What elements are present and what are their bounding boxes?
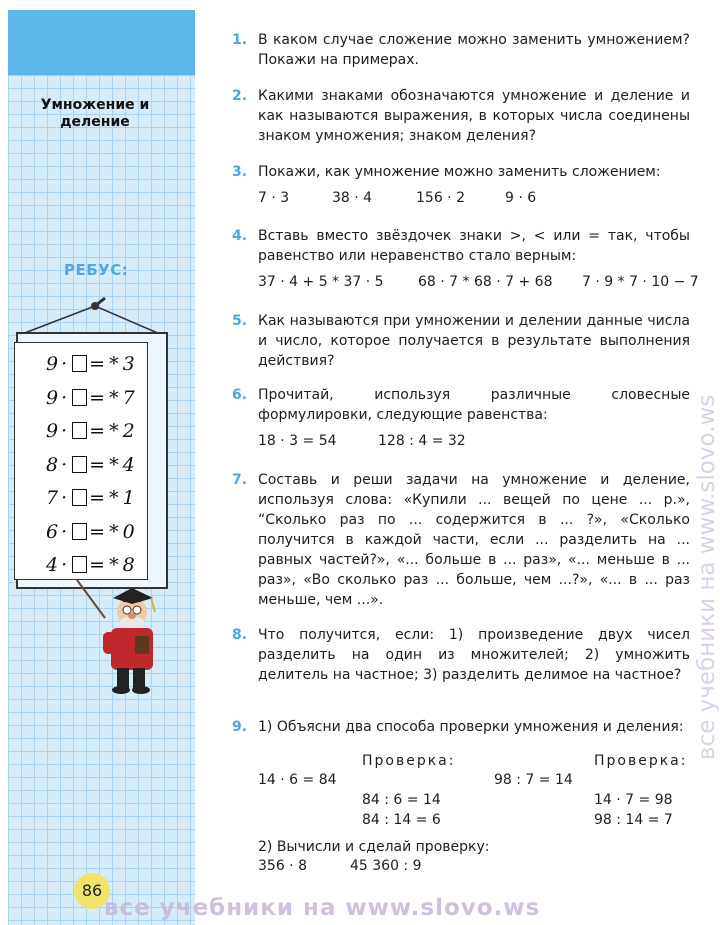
q4-expr: 68 · 7 * 68 · 7 + 68	[418, 274, 553, 290]
rebus-row	[46, 521, 135, 543]
rebus-star: *	[109, 487, 119, 509]
watermark: все учебники на www.slovo.ws	[104, 895, 541, 921]
rebus-star: *	[109, 353, 119, 375]
rebus-eq: =	[89, 386, 106, 409]
q9-right-check: 98 : 14 = 7	[594, 812, 673, 828]
rebus-op: ·	[61, 487, 68, 509]
rebus-digit: 9	[46, 386, 59, 409]
rebus-digit: 1	[122, 487, 135, 509]
question-8	[232, 625, 690, 685]
rebus-box[interactable]	[72, 389, 87, 406]
rebus-row	[46, 454, 135, 476]
rebus-box[interactable]	[72, 355, 87, 372]
question-1	[232, 30, 690, 70]
rebus-op: ·	[61, 420, 68, 442]
rebus-row	[46, 420, 135, 442]
q4-expr: 37 · 4 + 5 * 37 · 5	[258, 274, 384, 290]
rebus-star: *	[109, 520, 119, 543]
q9-right-check: 14 · 7 = 98	[594, 792, 673, 808]
q9-part2: 2) Вычисли и сделай проверку:	[258, 839, 490, 855]
question-number: 3.	[232, 164, 248, 180]
question-number: 5.	[232, 313, 248, 329]
page-number: 86	[74, 873, 110, 909]
q9-part2-expr: 356 · 8	[258, 858, 307, 874]
question-text: Вставь вместо звёздочек знаки >, < или = так, чтобы равенство или неравенство стало верным:	[258, 228, 690, 264]
rebus-digit: 2	[122, 420, 135, 442]
rebus-digit: 7	[122, 386, 135, 409]
question-number: 4.	[232, 228, 248, 244]
rebus-op: ·	[61, 353, 68, 375]
rebus-star: *	[109, 554, 119, 576]
q9-left-check: 84 : 14 = 6	[362, 812, 441, 828]
question-text: 1) Объясни два способа проверки умножения и деления:	[258, 719, 684, 735]
question-number: 6.	[232, 387, 248, 403]
question-3	[232, 162, 690, 182]
question-9	[232, 717, 690, 737]
rebus-digit: 6	[46, 520, 59, 543]
question-6	[232, 385, 690, 425]
rebus-op: ·	[61, 554, 68, 576]
rebus-digit: 0	[122, 520, 135, 543]
check-label: Проверка:	[594, 753, 688, 769]
question-7	[232, 470, 690, 610]
question-number: 1.	[232, 32, 248, 48]
sidebar-header-bar	[8, 10, 195, 75]
rebus-digit: 8	[122, 554, 135, 576]
rebus-row	[46, 487, 135, 509]
rebus-title: РЕБУС:	[64, 261, 129, 279]
rebus-eq: =	[89, 453, 106, 476]
q3-expr: 38 · 4	[332, 190, 373, 206]
question-text: Покажи, как умножение можно заменить сложением:	[258, 164, 661, 180]
q9-right-main: 98 : 7 = 14	[494, 772, 573, 788]
teacher-character-icon	[75, 578, 175, 696]
q9-left-main: 14 · 6 = 84	[258, 772, 337, 788]
q3-expr: 7 · 3	[258, 190, 290, 206]
question-number: 8.	[232, 627, 248, 643]
q6-expr: 18 · 3 = 54	[258, 433, 337, 449]
rebus-digit: 9	[46, 420, 59, 442]
rebus-digit: 7	[46, 487, 59, 509]
rebus-row	[46, 353, 135, 375]
q6-expr: 128 : 4 = 32	[378, 433, 466, 449]
rebus-digit: 4	[122, 453, 135, 476]
rebus-op: ·	[61, 520, 68, 543]
rebus-eq: =	[89, 520, 106, 543]
rebus-star: *	[109, 420, 119, 442]
rebus-digit: 4	[46, 554, 59, 576]
rebus-op: ·	[61, 386, 68, 409]
question-text: Какими знаками обозначаются умножение и деление и как называются выражения, в которых числа соединены знаком умножения; знаком деления?	[258, 88, 690, 144]
rebus-digit: 9	[46, 353, 59, 375]
question-text: В каком случае сложение можно заменить умножением? Покажи на примерах.	[258, 32, 690, 68]
rebus-box[interactable]	[72, 456, 87, 473]
rebus-digit: 8	[46, 453, 59, 476]
rebus-row	[46, 387, 135, 409]
rebus-row	[46, 554, 135, 576]
watermark-side: все учебники на www.slovo.ws	[694, 394, 720, 760]
q9-left-check: 84 : 6 = 14	[362, 792, 441, 808]
q4-expr: 7 · 9 * 7 · 10 − 7	[582, 274, 699, 290]
rebus-box[interactable]	[72, 556, 87, 573]
section-title: Умножение и деление	[40, 97, 150, 130]
question-4	[232, 226, 690, 266]
rebus-eq: =	[89, 353, 106, 375]
q3-expr: 9 · 6	[505, 190, 537, 206]
rebus-box[interactable]	[72, 422, 87, 439]
question-number: 9.	[232, 719, 248, 735]
question-5	[232, 311, 690, 371]
rebus-op: ·	[61, 453, 68, 476]
q3-expr: 156 · 2	[416, 190, 465, 206]
rebus-eq: =	[89, 554, 106, 576]
question-text: Прочитай, используя различные словесные формулировки, следующие равенства:	[258, 387, 690, 423]
rebus-star: *	[109, 453, 119, 476]
question-number: 2.	[232, 88, 248, 104]
rebus-box[interactable]	[72, 523, 87, 540]
rebus-eq: =	[89, 487, 106, 509]
check-label: Проверка:	[362, 753, 456, 769]
q9-part2-expr: 45 360 : 9	[350, 858, 422, 874]
rebus-digit: 3	[122, 353, 135, 375]
question-text: Составь и реши задачи на умножение и деление, используя слова: «Купили ... вещей по цене ... р.», “Сколько раз по ... содержится в ... ?», «Сколько получится в каждой части, если ... разделить на ... равных частей?», «... больше в ... раз», «... меньше в ... раз», «Во сколько раз ... больше, чем ...?», «... в ... раз меньше, чем ...».	[258, 472, 690, 608]
question-2	[232, 86, 690, 146]
question-text: Как называются при умножении и делении данные числа и число, которое получается в результате выполнения действия?	[258, 313, 690, 369]
rebus-box[interactable]	[72, 489, 87, 506]
rebus-star: *	[109, 386, 119, 409]
question-number: 7.	[232, 472, 248, 488]
rebus-eq: =	[89, 420, 106, 442]
question-text: Что получится, если: 1) произведение двух чисел разделить на один из множителей; 2) умножить делитель на частное; 3) разделить делимое на частное?	[258, 627, 690, 683]
